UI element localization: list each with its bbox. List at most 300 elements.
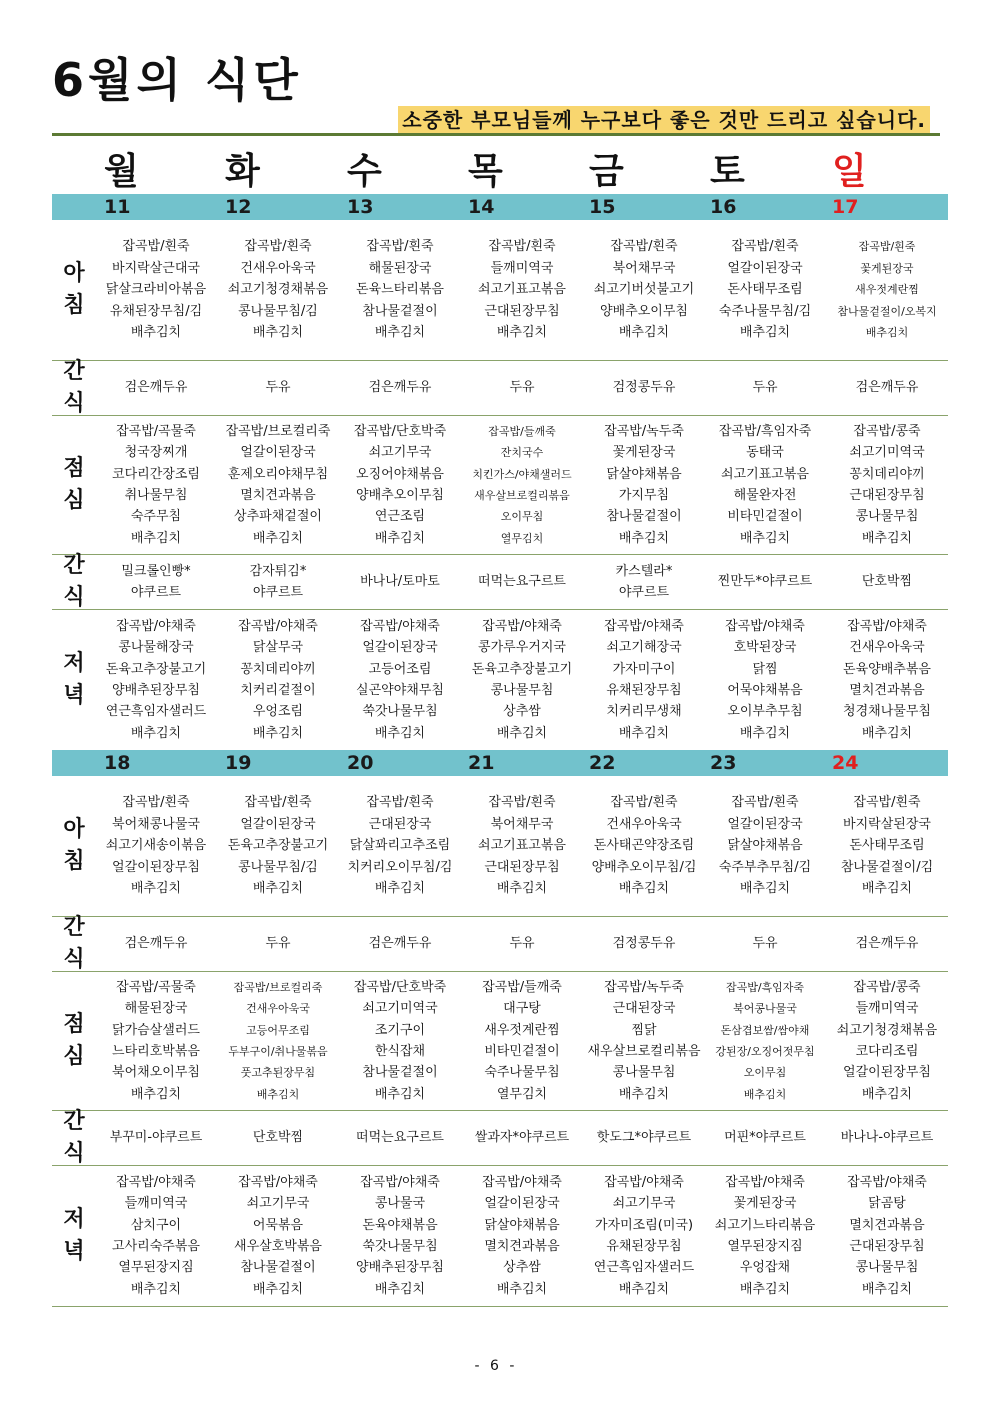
menu-item: 닭살무국 — [252, 640, 304, 656]
date-label: 18 — [104, 752, 131, 774]
dinner-row — [52, 1166, 948, 1307]
meal-label — [52, 1111, 96, 1165]
menu-item: 풋고추된장무침 — [240, 1066, 316, 1080]
menu-cell — [703, 917, 827, 971]
menu-item: 치킨가스/야채샐러드 — [472, 467, 572, 481]
menu-cell — [460, 416, 584, 554]
breakfast-row — [52, 220, 948, 361]
menu-item: 잡곡밥/야채죽 — [847, 1174, 927, 1190]
menu-item: 참나물겉절이/김 — [840, 859, 934, 875]
menu-item: 꽁치데리야끼 — [849, 466, 925, 482]
menu-item: 숙주무침 — [130, 509, 182, 525]
menu-item: 숙주나물무침 — [484, 1065, 560, 1081]
menu-item: 배추김치 — [374, 881, 426, 897]
menu-cell — [703, 1166, 827, 1306]
menu-item: 떠먹는요구르트 — [478, 574, 566, 590]
menu-item: 잡곡밥/야채죽 — [238, 1174, 318, 1190]
menu-item: 닭살크라비아볶음 — [105, 282, 207, 298]
menu-item: 유채된장무침/김 — [109, 303, 203, 319]
menu-item: 참나물겉절이 — [362, 303, 438, 319]
menu-item: 얼갈이된장국 — [362, 640, 438, 656]
menu-cell — [94, 1166, 218, 1306]
menu-item: 두부구이/취나물볶음 — [228, 1045, 328, 1058]
menu-item: 두유 — [509, 380, 535, 396]
menu-cell — [338, 220, 462, 360]
menu-item: 상추쌈 — [503, 704, 541, 720]
meal-label — [52, 416, 96, 554]
menu-item: 쇠고기해장국 — [606, 640, 682, 656]
weekday-fri: 금 — [589, 151, 624, 192]
menu-item: 열무김치 — [500, 531, 544, 545]
menu-item: 단호박찜 — [861, 574, 913, 590]
menu-item: 잡곡밥/야채죽 — [482, 618, 562, 634]
menu-item: 콩나물무침 — [612, 1065, 676, 1081]
menu-item: 야쿠르트 — [618, 585, 670, 600]
menu-item: 배추김치 — [252, 530, 304, 546]
menu-item: 잡곡밥/녹두죽 — [604, 979, 684, 995]
menu-item: 얼갈이된장무침 — [843, 1065, 931, 1081]
meal-label-char: 식 — [63, 585, 85, 610]
meal-label — [52, 361, 96, 415]
menu-item: 쇠고기표고볶음 — [721, 466, 809, 482]
menu-cell — [338, 416, 462, 554]
menu-item: 배추김치 — [374, 725, 426, 741]
menu-item: 들깨미역국 — [124, 1196, 188, 1212]
meal-label-char: 저 — [63, 1207, 85, 1232]
date-label: 16 — [710, 196, 737, 218]
page-number: - 6 - — [474, 1358, 518, 1374]
menu-item: 잡곡밥/흰죽 — [610, 795, 678, 811]
menu-item: 비타민겉절이 — [727, 509, 803, 525]
menu-item: 돈사태무조림 — [849, 838, 925, 854]
menu-item: 근대된장무침 — [484, 859, 560, 875]
menu-item: 새우젓계란찜 — [484, 1022, 560, 1038]
menu-item: 고등어무조림 — [246, 1023, 310, 1037]
menu-item: 오징어야채볶음 — [356, 466, 444, 482]
menu-item: 배추김치 — [618, 530, 670, 546]
menu-item: 근대된장무침 — [849, 488, 925, 503]
date-band — [52, 194, 948, 220]
menu-item: 강된장/오징어젓무침 — [715, 1045, 815, 1058]
menu-item: 잡곡밥/야채죽 — [116, 1174, 196, 1190]
menu-cell — [582, 610, 706, 750]
menu-item: 잡곡밥/흰죽 — [858, 240, 916, 254]
menu-item: 배추김치 — [739, 881, 791, 897]
menu-item: 삼치구이 — [130, 1217, 182, 1233]
menu-item: 배추김치 — [374, 1086, 426, 1102]
meal-label — [52, 610, 96, 750]
menu-item: 닭찜 — [752, 661, 778, 677]
menu-item: 두유 — [509, 936, 535, 952]
menu-cell — [582, 776, 706, 916]
menu-item: 검은깨두유 — [368, 936, 432, 952]
title-divider — [52, 133, 940, 136]
meal-label-char: 식 — [63, 391, 85, 416]
menu-item: 잔치국수 — [500, 446, 544, 460]
menu-item: 호박된장국 — [733, 640, 797, 656]
menu-item: 쑥갓나물무침 — [362, 1239, 438, 1254]
menu-cell — [825, 1111, 949, 1165]
menu-cell — [338, 1111, 462, 1165]
menu-item: 콩나물무침/김 — [238, 303, 318, 319]
menu-cell — [94, 220, 218, 360]
menu-item: 잡곡밥/흰죽 — [366, 239, 434, 255]
menu-item: 어묵볶음 — [252, 1217, 304, 1233]
menu-item: 치커리겉절이 — [240, 683, 316, 698]
menu-item: 잡곡밥/야채죽 — [360, 618, 440, 634]
menu-item: 쇠고기표고볶음 — [478, 282, 566, 298]
menu-item: 검은깨두유 — [368, 380, 432, 396]
morning-snack-row — [52, 917, 948, 972]
menu-item: 건새우아욱국 — [246, 1002, 310, 1016]
menu-item: 얼갈이된장무침 — [112, 859, 200, 875]
menu-item: 건새우아욱국 — [240, 260, 316, 276]
menu-item: 잡곡밥/흰죽 — [853, 795, 921, 811]
menu-cell — [338, 555, 462, 609]
menu-item: 바나나/토마토 — [360, 574, 440, 590]
menu-item: 청국장찌개 — [124, 445, 188, 461]
menu-item: 쌀과자*야쿠르트 — [474, 1130, 570, 1146]
menu-item: 밀크롤인빵* — [121, 563, 191, 579]
menu-item: 배추김치 — [861, 881, 913, 897]
menu-cell — [338, 610, 462, 750]
menu-item: 카스텔라* — [615, 563, 673, 579]
menu-item: 배추김치 — [374, 530, 426, 546]
menu-item: 검정콩두유 — [612, 380, 676, 396]
menu-item: 두유 — [752, 936, 778, 952]
meal-label-char: 심 — [63, 1044, 85, 1069]
weekday-mon: 월 — [104, 151, 139, 192]
menu-cell — [703, 361, 827, 415]
menu-item: 치커리무생채 — [606, 704, 682, 720]
menu-item: 오이무침 — [743, 1066, 787, 1080]
menu-item: 얼갈이된장국 — [240, 445, 316, 461]
menu-item: 새우살브로컬리볶음 — [474, 489, 570, 502]
week-1-menu — [52, 194, 948, 751]
menu-item: 멸치견과볶음 — [849, 683, 925, 698]
menu-item: 쇠고기미역국 — [849, 445, 925, 461]
menu-item: 배추김치 — [618, 1281, 670, 1297]
menu-item: 근대된장국 — [368, 816, 432, 832]
menu-item: 참나물겉절이 — [240, 1260, 316, 1276]
menu-item: 배추김치 — [496, 725, 548, 741]
subtitle-banner: 소중한 부모님들께 누구보다 좋은 것만 드리고 싶습니다. — [398, 106, 930, 134]
afternoon-snack-row — [52, 1111, 948, 1166]
menu-item: 돈육고추장불고기 — [227, 838, 329, 854]
menu-item: 배추김치 — [130, 530, 182, 546]
menu-item: 잡곡밥/흰죽 — [731, 239, 799, 255]
lunch-row — [52, 972, 948, 1111]
menu-item: 닭살꽈리고추조림 — [349, 838, 451, 854]
menu-item: 배추김치 — [861, 725, 913, 741]
menu-item: 건새우아욱국 — [606, 816, 682, 832]
menu-cell — [94, 972, 218, 1110]
menu-item: 북어채무국 — [490, 816, 554, 832]
meal-label — [52, 917, 96, 971]
menu-item: 잡곡밥/야채죽 — [482, 1174, 562, 1190]
menu-item: 잡곡밥/흰죽 — [610, 239, 678, 255]
menu-item: 새우살브로컬리볶음 — [587, 1044, 701, 1059]
date-label: 24 — [832, 752, 859, 774]
menu-item: 해물완자전 — [733, 488, 797, 503]
meal-label-char: 점 — [63, 456, 85, 481]
menu-cell — [216, 776, 340, 916]
menu-item: 배추김치 — [496, 881, 548, 897]
menu-item: 야쿠르트 — [130, 585, 182, 600]
menu-item: 북어채오이무침 — [112, 1065, 200, 1081]
date-label: 22 — [589, 752, 616, 774]
meal-label-char: 저 — [63, 651, 85, 676]
menu-item: 얼갈이된장국 — [484, 1196, 560, 1212]
menu-item: 참나물겉절이/오복지 — [837, 304, 937, 318]
menu-item: 새우살호박볶음 — [234, 1239, 322, 1254]
menu-item: 콩나물무침 — [490, 683, 554, 698]
menu-cell — [338, 361, 462, 415]
menu-item: 잡곡밥/야채죽 — [116, 618, 196, 634]
menu-item: 배추김치 — [130, 881, 182, 897]
menu-item: 돈육고추장불고기 — [105, 661, 207, 677]
menu-item: 고등어조림 — [368, 661, 432, 677]
menu-cell — [460, 610, 584, 750]
menu-item: 배추김치 — [496, 325, 548, 341]
menu-item: 두유 — [265, 936, 291, 952]
menu-item: 배추김치 — [374, 325, 426, 341]
menu-cell — [216, 972, 340, 1110]
menu-cell — [825, 972, 949, 1110]
weekday-wed: 수 — [347, 151, 382, 192]
menu-item: 오이무침 — [500, 510, 544, 524]
menu-item: 배추김치 — [496, 1281, 548, 1297]
menu-item: 멸치견과볶음 — [484, 1239, 560, 1254]
menu-item: 검은깨두유 — [855, 936, 919, 952]
date-label: 21 — [468, 752, 495, 774]
menu-cell — [582, 1111, 706, 1165]
date-label: 11 — [104, 196, 131, 218]
meal-label-char: 점 — [63, 1012, 85, 1037]
menu-cell — [825, 1166, 949, 1306]
menu-item: 한식잡채 — [374, 1044, 426, 1059]
menu-item: 배추김치 — [618, 881, 670, 897]
menu-item: 열무된장지짐 — [118, 1260, 194, 1276]
menu-item: 단호박찜 — [252, 1130, 304, 1146]
menu-item: 콩나물무침 — [855, 1260, 919, 1276]
lunch-row — [52, 416, 948, 555]
menu-item: 근대된장국 — [612, 1001, 676, 1017]
menu-item: 북어채콩나물국 — [112, 816, 200, 832]
menu-item: 코다리간장조림 — [112, 466, 200, 482]
meal-label — [52, 555, 96, 609]
menu-item: 들깨미역국 — [855, 1001, 919, 1017]
menu-item: 바지락살된장국 — [843, 816, 931, 832]
menu-cell — [825, 917, 949, 971]
menu-cell — [825, 776, 949, 916]
menu-item: 비타민겉절이 — [484, 1044, 560, 1059]
menu-item: 어묵야채볶음 — [727, 683, 803, 698]
meal-label-char: 식 — [63, 947, 85, 972]
menu-item: 잡곡밥/들깨죽 — [488, 424, 556, 438]
menu-item: 쇠고기무국 — [368, 445, 432, 461]
menu-item: 잡곡밥/들깨죽 — [482, 979, 562, 995]
menu-item: 잡곡밥/야채죽 — [725, 1174, 805, 1190]
menu-item: 조기구이 — [374, 1022, 426, 1038]
menu-item: 돈육고추장불고기 — [471, 661, 573, 677]
meal-label — [52, 1166, 96, 1306]
menu-cell — [825, 416, 949, 554]
weekday-tue: 화 — [225, 151, 260, 192]
menu-item: 새우젓계란찜 — [855, 283, 919, 297]
menu-item: 우엉잡채 — [739, 1260, 791, 1276]
weekday-header — [52, 150, 948, 194]
menu-item: 북어콩나물국 — [733, 1002, 797, 1016]
menu-item: 멸치견과볶음 — [240, 488, 316, 503]
menu-item: 쑥갓나물무침 — [362, 704, 438, 720]
menu-cell — [703, 220, 827, 360]
menu-item: 숙주나물무침/김 — [718, 303, 812, 319]
menu-item: 취나물무침 — [124, 488, 188, 503]
menu-item: 닭살야채볶음 — [606, 466, 682, 482]
menu-item: 쇠고기무국 — [612, 1196, 676, 1212]
menu-item: 쇠고기청경채볶음 — [227, 282, 329, 298]
date-label: 20 — [347, 752, 374, 774]
menu-cell — [703, 972, 827, 1110]
menu-item: 배추김치 — [374, 1281, 426, 1297]
menu-item: 배추김치 — [252, 1281, 304, 1297]
menu-item: 쇠고기무국 — [246, 1196, 310, 1212]
weekday-thu: 목 — [468, 151, 503, 192]
menu-item: 검정콩두유 — [612, 936, 676, 952]
menu-item: 가자미구이 — [612, 661, 676, 677]
menu-cell — [582, 416, 706, 554]
menu-item: 쇠고기미역국 — [362, 1001, 438, 1017]
menu-item: 상추쌈 — [503, 1260, 541, 1276]
menu-item: 참나물겉절이 — [362, 1065, 438, 1081]
menu-cell — [94, 1111, 218, 1165]
menu-item: 잡곡밥/녹두죽 — [604, 423, 684, 439]
menu-cell — [825, 361, 949, 415]
menu-item: 근대된장무침 — [484, 303, 560, 319]
menu-item: 꽃게된장국 — [612, 445, 676, 461]
menu-item: 머핀*야쿠르트 — [724, 1130, 806, 1146]
date-label: 15 — [589, 196, 616, 218]
date-band — [52, 750, 948, 776]
menu-item: 얼갈이된장국 — [727, 260, 803, 276]
menu-item: 잡곡밥/야채죽 — [847, 618, 927, 634]
menu-item: 북어채무국 — [612, 260, 676, 276]
menu-item: 잡곡밥/곡물죽 — [116, 979, 196, 995]
menu-cell — [216, 1166, 340, 1306]
meal-label-char: 아 — [63, 817, 85, 842]
menu-item: 배추김치 — [743, 1087, 787, 1101]
dinner-row — [52, 610, 948, 751]
menu-cell — [338, 917, 462, 971]
menu-item: 연근흑임자샐러드 — [105, 704, 207, 720]
menu-item: 배추김치 — [865, 326, 909, 340]
menu-item: 열무김치 — [496, 1086, 548, 1102]
menu-cell — [94, 416, 218, 554]
menu-item: 잡곡밥/콩죽 — [853, 979, 921, 995]
menu-item: 잡곡밥/흰죽 — [731, 795, 799, 811]
menu-item: 찐만두*야쿠르트 — [717, 574, 813, 590]
menu-item: 쇠고기느타리볶음 — [714, 1217, 816, 1233]
date-label: 17 — [832, 196, 859, 218]
menu-item: 배추김치 — [618, 325, 670, 341]
menu-item: 가지무침 — [618, 488, 670, 503]
menu-cell — [460, 1166, 584, 1306]
menu-cell — [216, 361, 340, 415]
menu-cell — [216, 555, 340, 609]
menu-item: 야쿠르트 — [252, 585, 304, 600]
menu-item: 참나물겉절이 — [606, 509, 682, 525]
menu-item: 훈제오리야채무침 — [227, 466, 329, 482]
menu-item: 검은깨두유 — [124, 936, 188, 952]
meal-label-char: 침 — [63, 293, 85, 318]
menu-cell — [703, 776, 827, 916]
menu-item: 배추김치 — [739, 1281, 791, 1297]
meal-label — [52, 972, 96, 1110]
menu-item: 잡곡밥/흰죽 — [366, 795, 434, 811]
menu-item: 대구탕 — [503, 1001, 541, 1017]
menu-item: 코다리조림 — [855, 1044, 919, 1059]
menu-item: 잡곡밥/흰죽 — [488, 239, 556, 255]
menu-item: 유채된장무침 — [606, 1239, 682, 1254]
menu-cell — [582, 972, 706, 1110]
meal-label — [52, 776, 96, 916]
date-label: 23 — [710, 752, 737, 774]
menu-item: 쇠고기표고볶음 — [478, 838, 566, 854]
menu-item: 꽃게된장국 — [733, 1196, 797, 1212]
meal-label-char: 녁 — [63, 1239, 85, 1264]
menu-cell — [216, 610, 340, 750]
menu-item: 잡곡밥/브로컬리죽 — [225, 423, 331, 439]
menu-item: 바지락살근대국 — [112, 260, 200, 276]
menu-cell — [703, 1111, 827, 1165]
menu-item: 숙주부추무침/김 — [718, 859, 812, 875]
menu-item: 닭곰탕 — [868, 1196, 906, 1212]
menu-cell — [460, 917, 584, 971]
menu-cell — [216, 416, 340, 554]
menu-item: 느타리호박볶음 — [112, 1044, 200, 1059]
menu-cell — [582, 361, 706, 415]
menu-item: 부꾸미-야쿠르트 — [109, 1130, 203, 1146]
menu-item: 핫도그*야쿠르트 — [596, 1130, 692, 1146]
menu-cell — [582, 220, 706, 360]
menu-item: 배추김치 — [618, 1086, 670, 1102]
menu-item: 잡곡밥/흰죽 — [122, 239, 190, 255]
menu-item: 쇠고기새송이볶음 — [105, 838, 207, 854]
menu-cell — [825, 610, 949, 750]
meal-label-char: 간 — [63, 1109, 85, 1134]
menu-item: 배추김치 — [130, 1086, 182, 1102]
menu-cell — [703, 555, 827, 609]
meal-label-char: 녁 — [63, 683, 85, 708]
menu-item: 잡곡밥/콩죽 — [853, 423, 921, 439]
menu-item: 배추김치 — [130, 1281, 182, 1297]
menu-item: 돈육야채볶음 — [362, 1217, 438, 1233]
menu-cell — [825, 220, 949, 360]
menu-item: 검은깨두유 — [855, 380, 919, 396]
menu-cell — [216, 1111, 340, 1165]
menu-cell — [94, 555, 218, 609]
week-2-menu — [52, 750, 948, 1307]
menu-item: 열무된장지짐 — [727, 1239, 803, 1254]
menu-item: 잡곡밥/야채죽 — [360, 1174, 440, 1190]
menu-item: 배추김치 — [256, 1087, 300, 1101]
weekday-sat: 토 — [710, 151, 745, 192]
menu-item: 닭가슴살샐러드 — [112, 1022, 200, 1038]
menu-item: 건새우아욱국 — [849, 640, 925, 656]
page-title: 6월의 식단 — [52, 53, 302, 107]
menu-item: 쇠고기청경채볶음 — [836, 1022, 938, 1038]
